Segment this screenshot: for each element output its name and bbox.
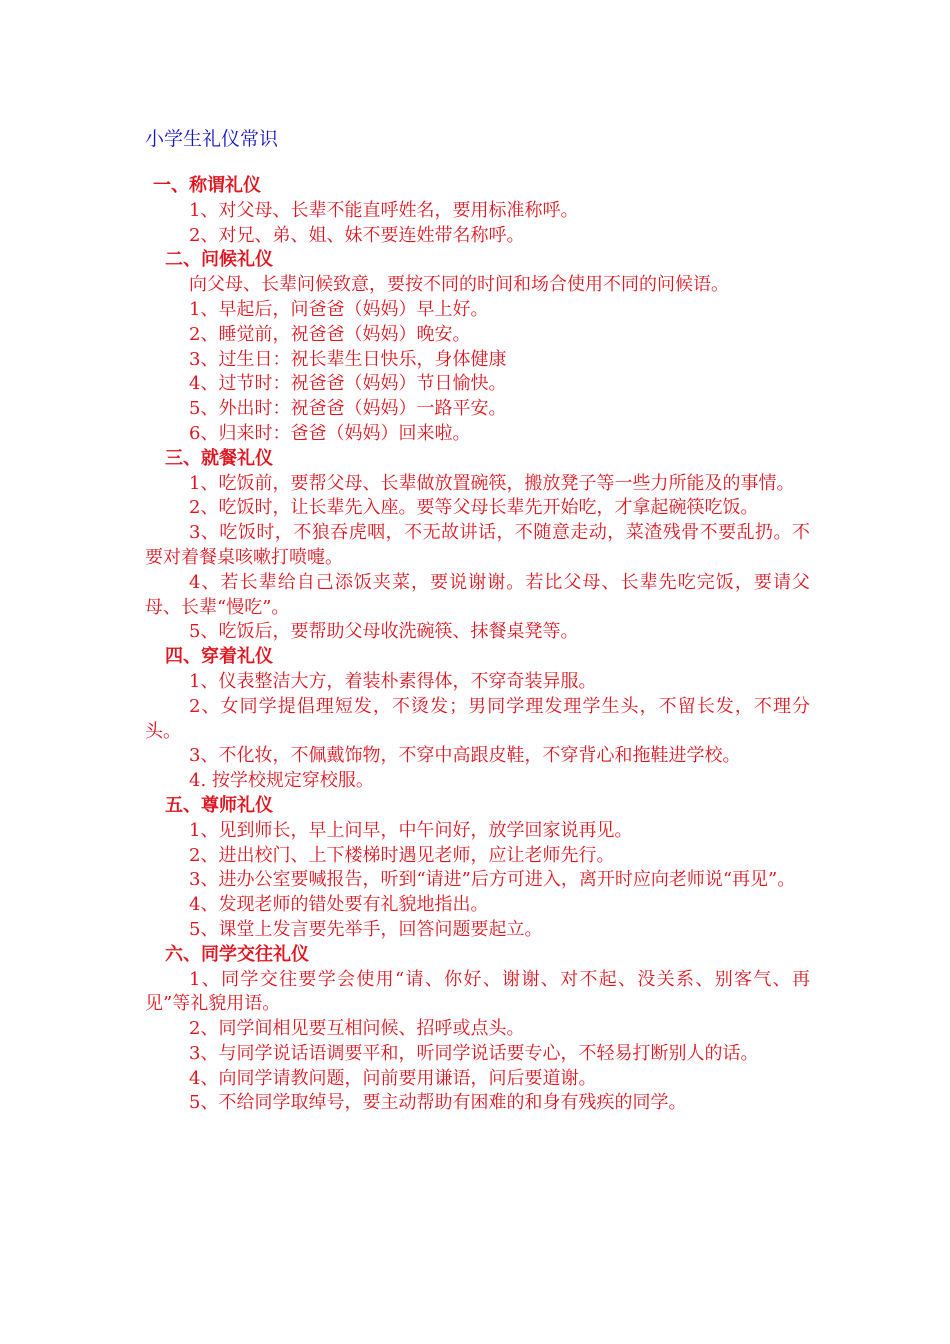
paragraph: 3、不化妆，不佩戴饰物，不穿中高跟皮鞋，不穿背心和拖鞋进学校。 [189,745,741,767]
paragraph: 4、发现老师的错处要有礼貌地指出。 [189,894,489,916]
section-heading: 四、穿着礼仪 [165,646,273,668]
paragraph: 1、对父母、长辈不能直呼姓名，要用标准称呼。 [189,199,579,221]
paragraph: 6、归来时：爸爸（妈妈）回来啦。 [189,422,471,444]
paragraph: 3、过生日：祝长辈生日快乐，身体健康 [189,348,507,370]
paragraph: 5、课堂上发言要先举手，回答问题要起立。 [189,918,543,940]
paragraph: 2、对兄、弟、姐、妹不要连姓带名称呼。 [189,224,525,246]
paragraph: 4、若长辈给自己添饭夹菜，要说谢谢。若比父母、长辈先吃完饭，要请父母、长辈“慢吃”。 [145,571,810,618]
paragraph: 4、向同学请教问题，问前要用谦语，问后要道谢。 [189,1067,597,1089]
document-body [145,174,810,1116]
section-dress [145,645,810,794]
paragraph: 3、与同学说话语调要平和，听同学说话要专心，不轻易打断别人的话。 [189,1042,759,1064]
paragraph: 1、仪表整洁大方，着装朴素得体，不穿奇装异服。 [189,670,597,692]
section-heading: 五、尊师礼仪 [165,794,273,816]
paragraph: 4、过节时：祝爸爸（妈妈）节日愉快。 [189,373,507,395]
document-title: 小学生礼仪常识 [145,128,279,150]
section-heading: 一、称谓礼仪 [153,175,261,196]
paragraph: 5、吃饭后，要帮助父母收洗碗筷、抹餐桌凳等。 [189,621,579,643]
paragraph: 1、同学交往要学会使用“请、你好、谢谢、对不起、没关系、别客气、再见”等礼貌用语。 [145,968,810,1015]
paragraph: 5、不给同学取绰号，要主动帮助有困难的和身有残疾的同学。 [189,1092,687,1114]
paragraph: 3、吃饭时，不狼吞虎咽，不无故讲话，不随意走动，菜渣残骨不要乱扔。不要对着餐桌咳嗽打喷嚏。 [145,522,810,568]
section-classmates [145,943,810,1117]
paragraph: 1、见到师长，早上问早，中午问好，放学回家说再见。 [189,819,633,841]
section-heading: 六、同学交往礼仪 [165,943,309,965]
section-appellation [145,174,810,248]
section-greeting [145,248,810,446]
paragraph: 向父母、长辈问候致意，要按不同的时间和场合使用不同的问候语。 [189,274,729,296]
paragraph: 2、睡觉前，祝爸爸（妈妈）晚安。 [189,323,471,345]
paragraph: 5、外出时：祝爸爸（妈妈）一路平安。 [189,398,507,420]
section-heading: 二、问候礼仪 [165,249,273,271]
section-heading: 三、就餐礼仪 [165,447,273,469]
paragraph: 1、早起后，问爸爸（妈妈）早上好。 [189,298,489,320]
paragraph: 2、女同学提倡理短发，不烫发；男同学理发理学生头，不留长发，不理分头。 [145,695,810,742]
section-teacher-respect [145,794,810,943]
paragraph: 4. 按学校规定穿校服。 [189,770,374,792]
paragraph: 2、进出校门、上下楼梯时遇见老师，应让老师先行。 [189,844,615,866]
section-dining [145,447,810,645]
paragraph: 1、吃饭前，要帮父母、长辈做放置碗筷，搬放凳子等一些力所能及的事情。 [189,472,795,494]
paragraph: 2、同学间相见要互相问候、招呼或点头。 [189,1018,525,1040]
paragraph: 2、吃饭时，让长辈先入座。要等父母长辈先开始吃，才拿起碗筷吃饭。 [189,497,759,519]
paragraph: 3、进办公室要喊报告，听到“请进”后方可进入，离开时应向老师说“再见”。 [189,869,796,891]
